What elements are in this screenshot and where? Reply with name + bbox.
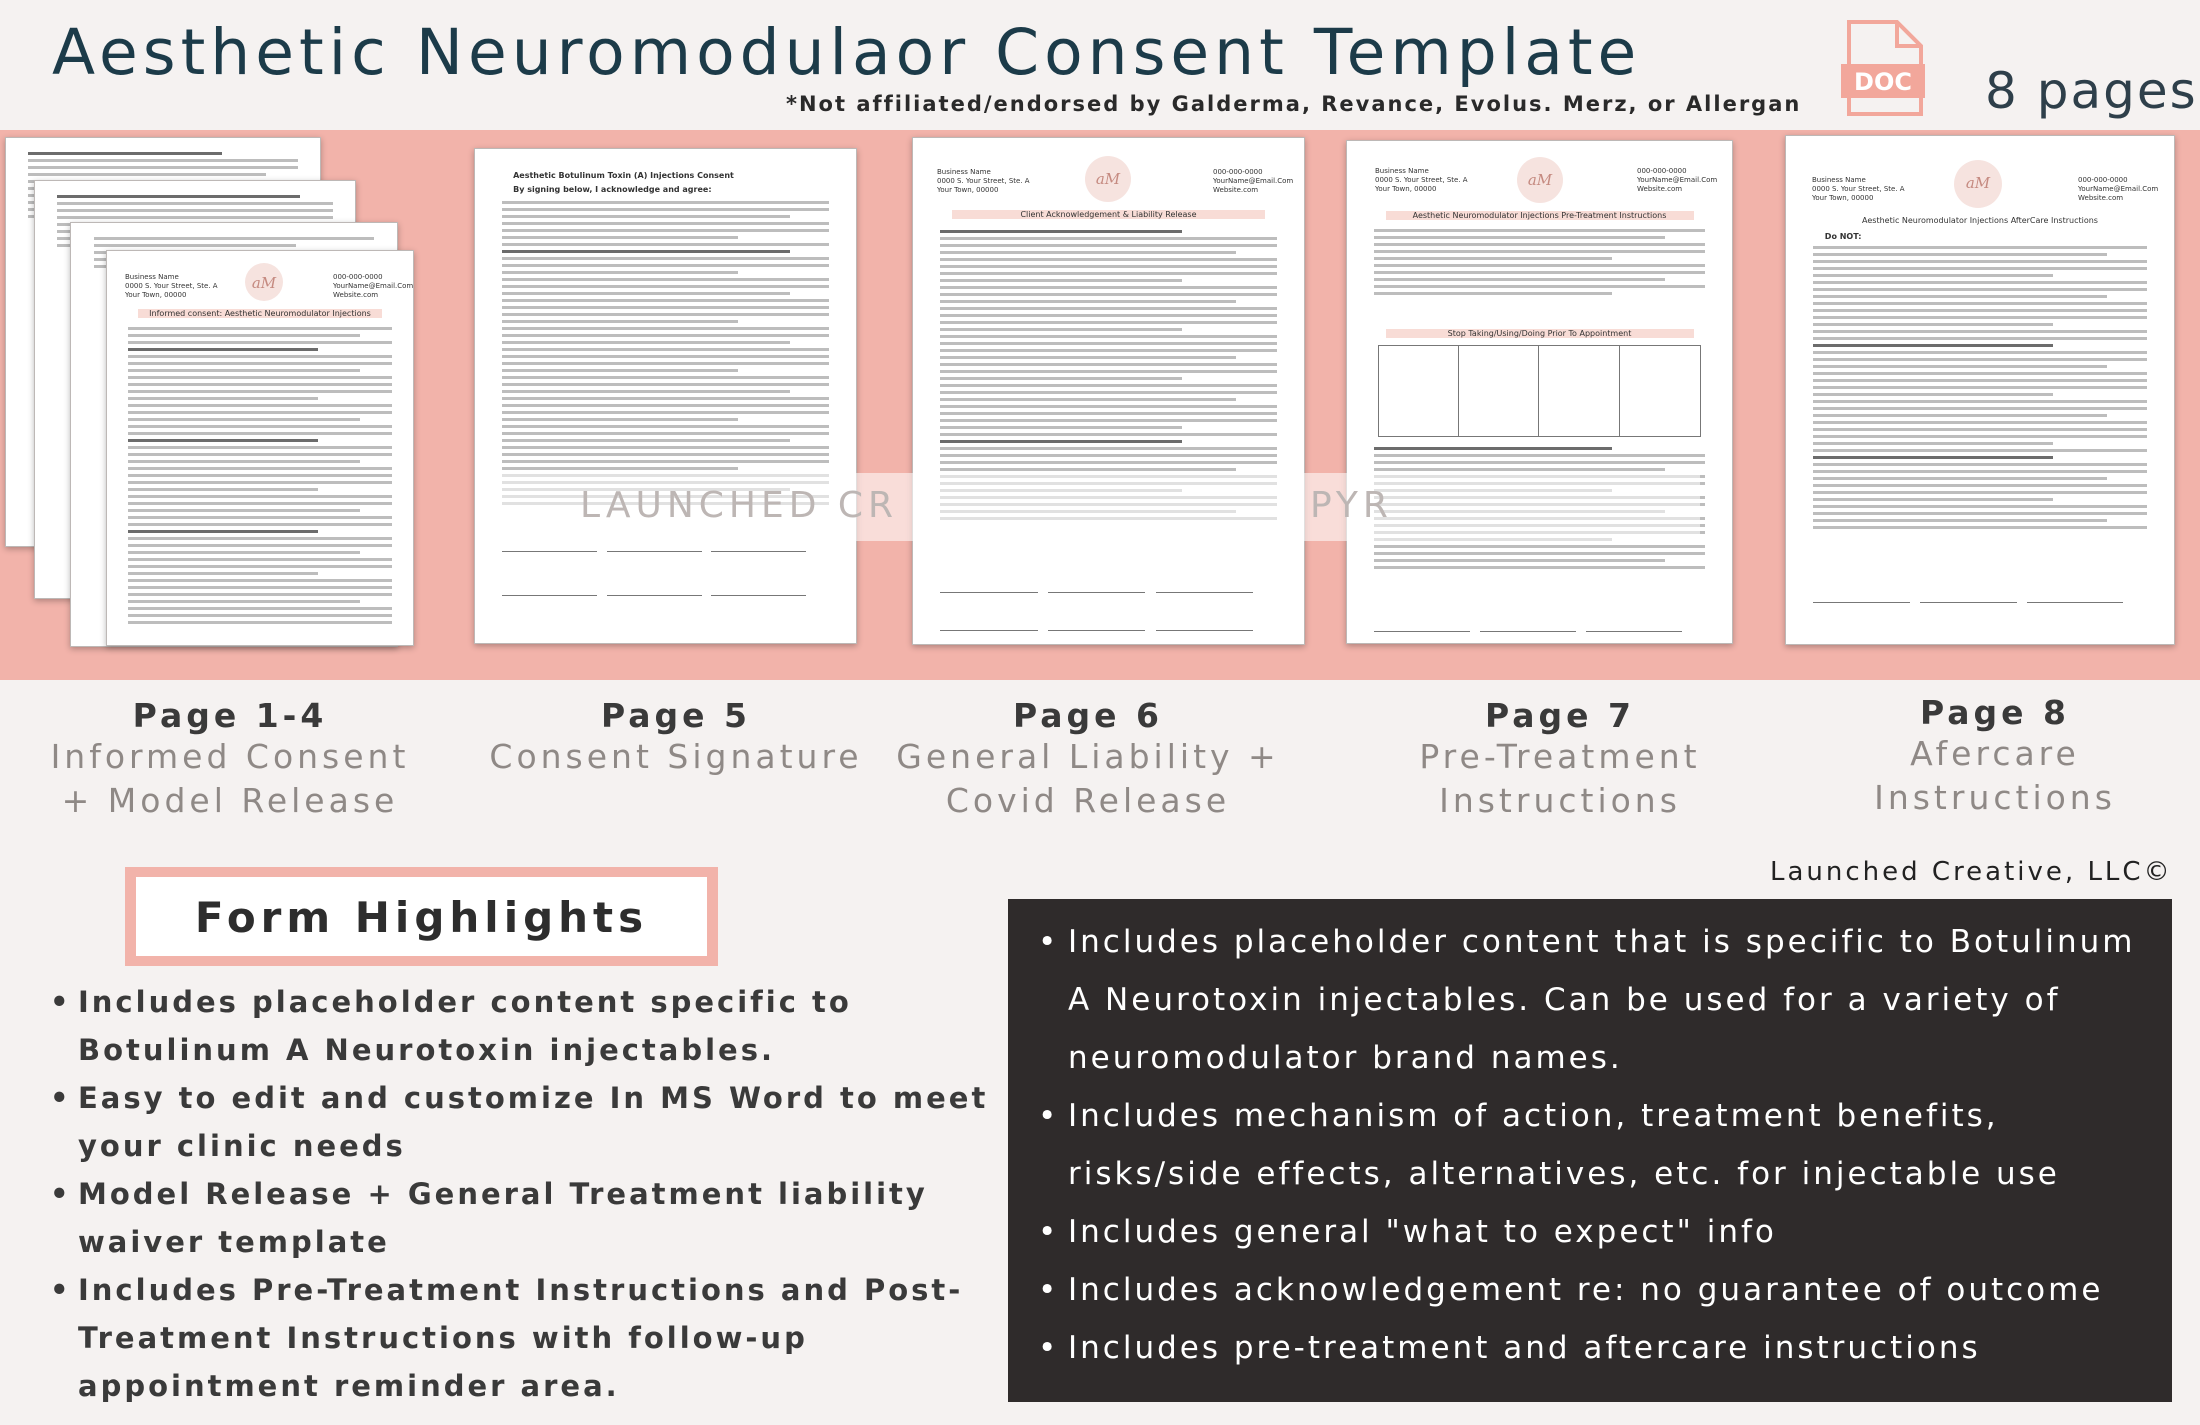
watermark-text-left: LAUNCHED CR <box>580 485 899 526</box>
features-list <box>1026 913 2166 1377</box>
page-label-1-4: Page 1-4 Informed Consent + Model Release <box>50 696 410 820</box>
list-item: • Includes placeholder content that is specific to Botulinum A Neurotoxin injectables. Can be used for a variety of neuromodulator brand names. <box>1026 913 2166 1087</box>
list-item: • Easy to edit and customize In MS Word to meet your clinic needs <box>50 1074 1010 1170</box>
preview-sheet-aftercare: Business Name 0000 S. Your Street, Ste. A Your Town, 00000 aM 000-000-0000 YourName@Email.Com Website.com Aesthetic Neuromodulator Injections AfterCare Instructions Do NOT: <box>1785 135 2175 645</box>
watermark-text-right: PYR <box>1310 485 1393 526</box>
preview-sheet-pre-treatment: Business Name 0000 S. Your Street, Ste. A Your Town, 00000 aM 000-000-0000 YourName@Email.Com Website.com Aesthetic Neuromodulator Injections Pre-Treatment Instructions Stop Taking/Using/Doing Prior To Appointment <box>1346 140 1733 644</box>
disclaimer-text: *Not affiliated/endorsed by Galderma, Revance, Evolus. Merz, or Allergan <box>786 92 1802 116</box>
form-highlights-header <box>125 867 718 966</box>
doc-badge-label: DOC <box>1854 68 1912 96</box>
preview-sheet-consent-signature: Aesthetic Botulinum Toxin (A) Injections Consent By signing below, I acknowledge and agree: <box>474 148 857 644</box>
company-credit: Launched Creative, LLC© <box>1770 857 2173 887</box>
page-label-5: Page 5 Consent Signature <box>489 696 863 776</box>
features-panel <box>1008 899 2172 1402</box>
page-title: Aesthetic Neuromodulaor Consent Template <box>52 16 1642 89</box>
list-item: • Includes placeholder content specific to Botulinum A Neurotoxin injectables. <box>50 978 1010 1074</box>
list-item: • Includes general "what to expect" info <box>1026 1203 2166 1261</box>
page-label-8: Page 8 Afercare Instructions <box>1874 693 2116 817</box>
clinic-logo <box>1517 157 1563 203</box>
page-label-7: Page 7 Pre-Treatment Instructions <box>1419 696 1701 820</box>
list-item: • Includes mechanism of action, treatment benefits, risks/side effects, alternatives, etc. for injectable use <box>1026 1087 2166 1203</box>
list-item: • Includes acknowledgement re: no guarantee of outcome <box>1026 1261 2166 1319</box>
clinic-logo <box>245 263 283 301</box>
clinic-logo <box>1954 160 2002 208</box>
list-item: • Includes Pre-Treatment Instructions and Post-Treatment Instructions with follow-up appointment reminder area. <box>50 1266 1010 1410</box>
form-highlights-list <box>50 978 1010 1410</box>
list-item: • Includes pre-treatment and aftercare instructions <box>1026 1319 2166 1377</box>
doc-file-icon <box>1841 20 1929 116</box>
preview-sheet-liability-release: Business Name 0000 S. Your Street, Ste. A Your Town, 00000 aM 000-000-0000 YourName@Email.Com Website.com Client Acknowledgement & Liability Release <box>912 137 1305 645</box>
clinic-logo <box>1085 156 1131 202</box>
form-highlights-title: Form Highlights <box>194 893 649 942</box>
page-label-6: Page 6 General Liability + Covid Release <box>896 696 1280 820</box>
page-count: 8 pages <box>1985 62 2198 120</box>
list-item: • Model Release + General Treatment liability waiver template <box>50 1170 1010 1266</box>
preview-sheet-informed-consent: Business Name 0000 S. Your Street, Ste. A Your Town, 00000 aM 000-000-0000 YourName@Email.Com Website.com Informed consent: Aesthetic Neuromodulator Injections <box>106 250 414 646</box>
watermark-strip <box>480 473 1700 541</box>
